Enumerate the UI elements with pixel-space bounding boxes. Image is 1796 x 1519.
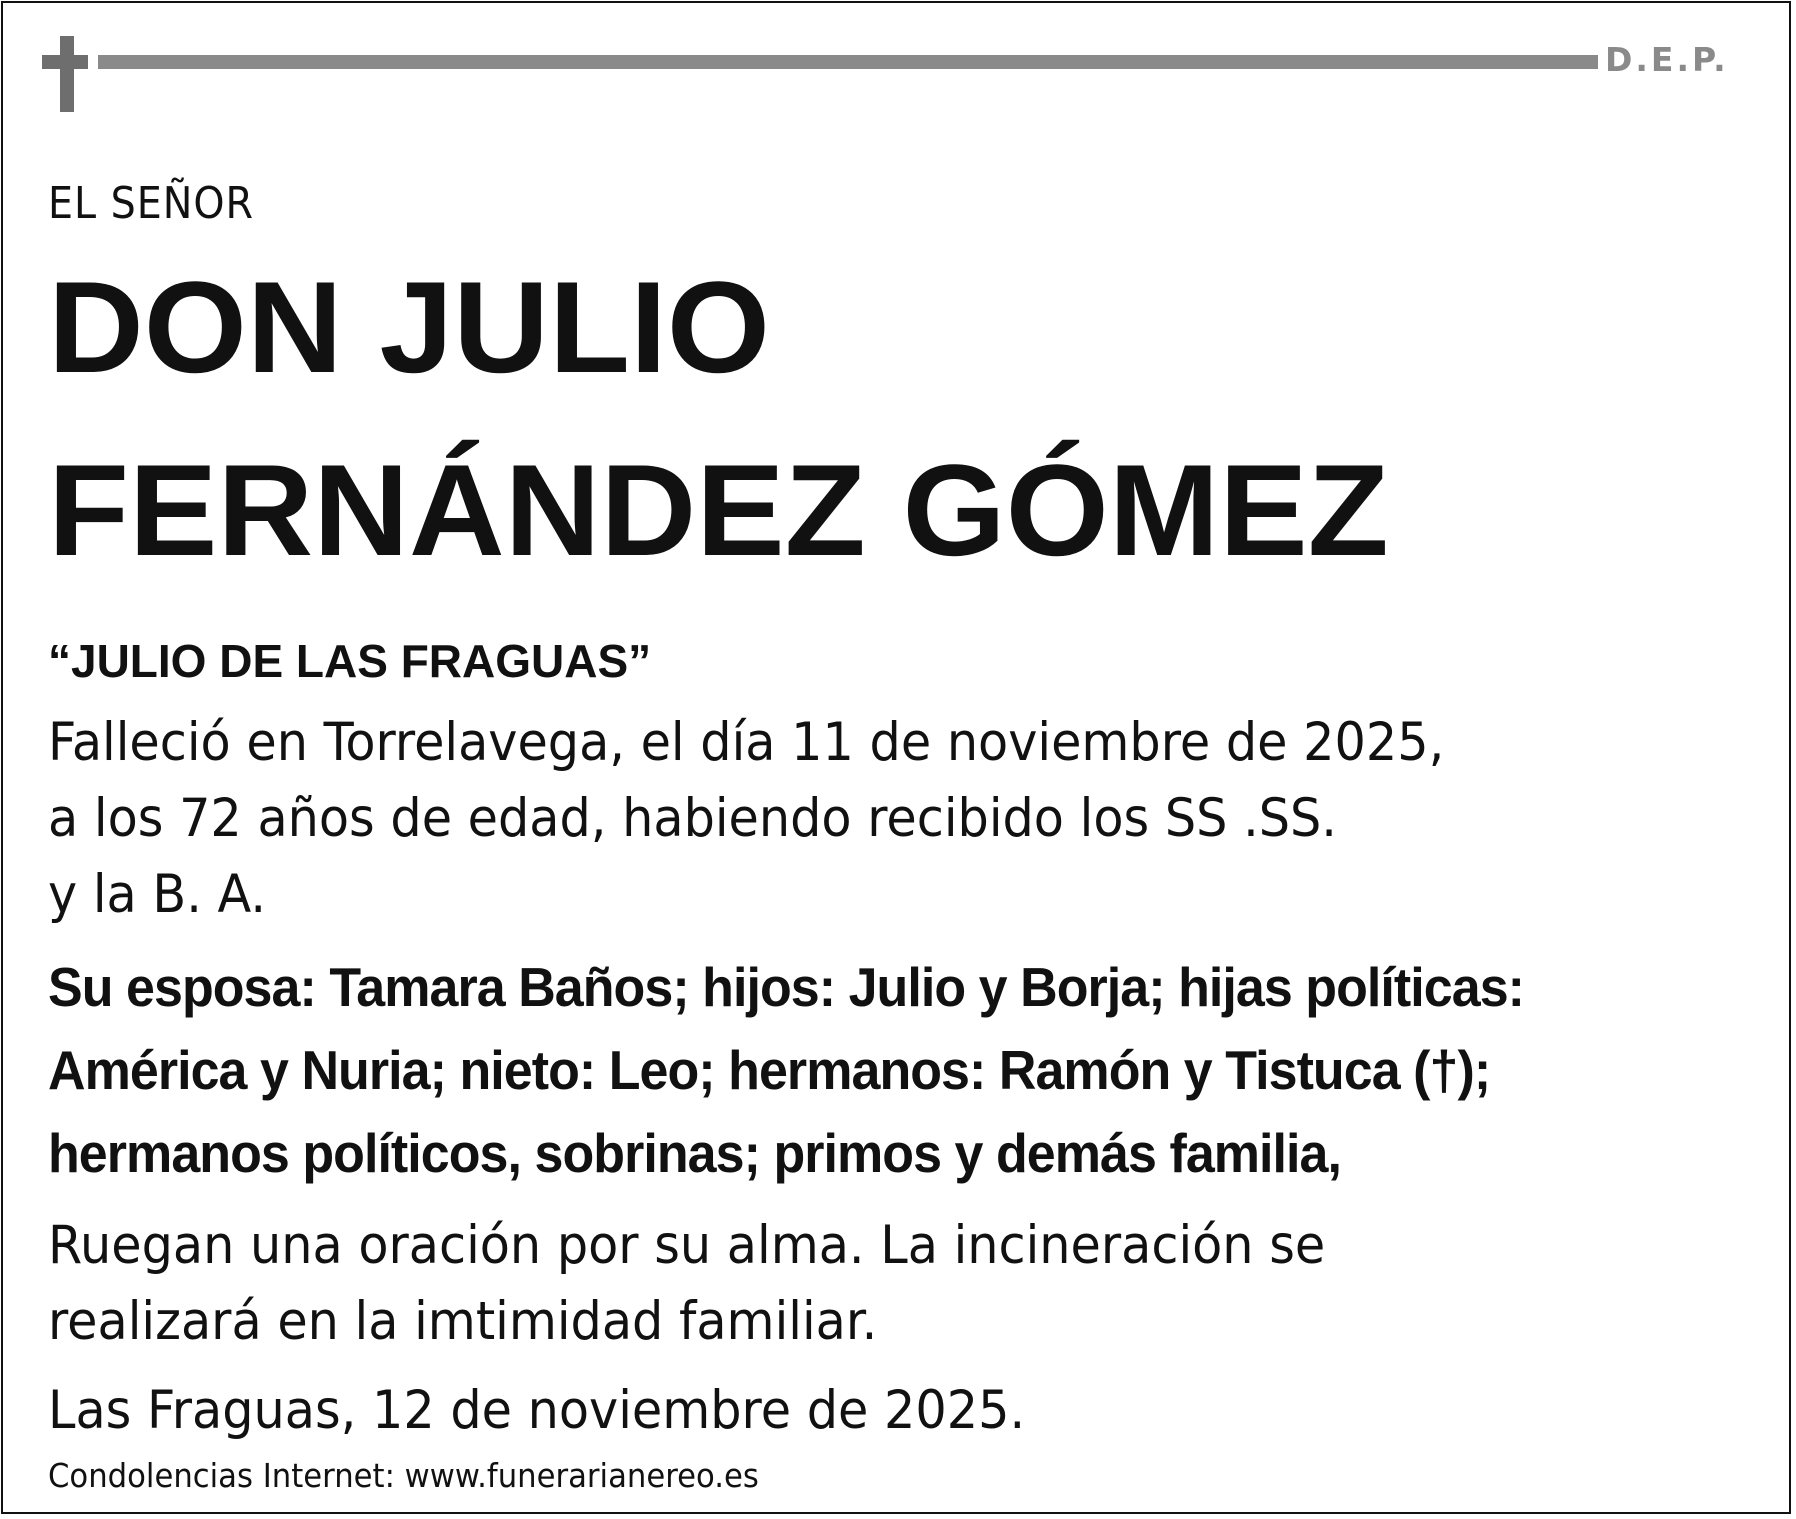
title-prefix: EL SEÑOR [48, 178, 255, 229]
death-info-line: y la B. A. [48, 864, 267, 925]
family-line: hermanos políticos, sobrinas; primos y demás familia, [48, 1122, 1341, 1184]
place-date: Las Fraguas, 12 de noviembre de 2025. [48, 1380, 1026, 1441]
death-info-line: Falleció en Torrelavega, el día 11 de noviembre de 2025, [48, 712, 1445, 773]
family-line: Su esposa: Tamara Baños; hijos: Julio y Borja; hijas políticas: [48, 956, 1525, 1018]
cross-horizontal-bar [42, 55, 88, 69]
latin-cross-icon [42, 36, 88, 112]
deceased-alias: “JULIO DE LAS FRAGUAS” [48, 635, 652, 687]
request-line: realizará en la imtimidad familiar. [48, 1291, 878, 1352]
cross-vertical-bar [60, 36, 74, 112]
deceased-name-line2: FERNÁNDEZ GÓMEZ [48, 437, 1389, 583]
family-line: América y Nuria; nieto: Leo; hermanos: Ramón y Tistuca (†); [48, 1039, 1491, 1101]
header-rule [98, 55, 1598, 69]
request-line: Ruegan una oración por su alma. La incineración se [48, 1215, 1326, 1276]
death-info-line: a los 72 años de edad, habiendo recibido los SS .SS. [48, 788, 1337, 849]
deceased-name-line1: DON JULIO [48, 254, 770, 400]
condolences-note: Condolencias Internet: www.funerarianereo.es [48, 1456, 759, 1495]
dep-label: D.E.P. [1605, 40, 1729, 79]
